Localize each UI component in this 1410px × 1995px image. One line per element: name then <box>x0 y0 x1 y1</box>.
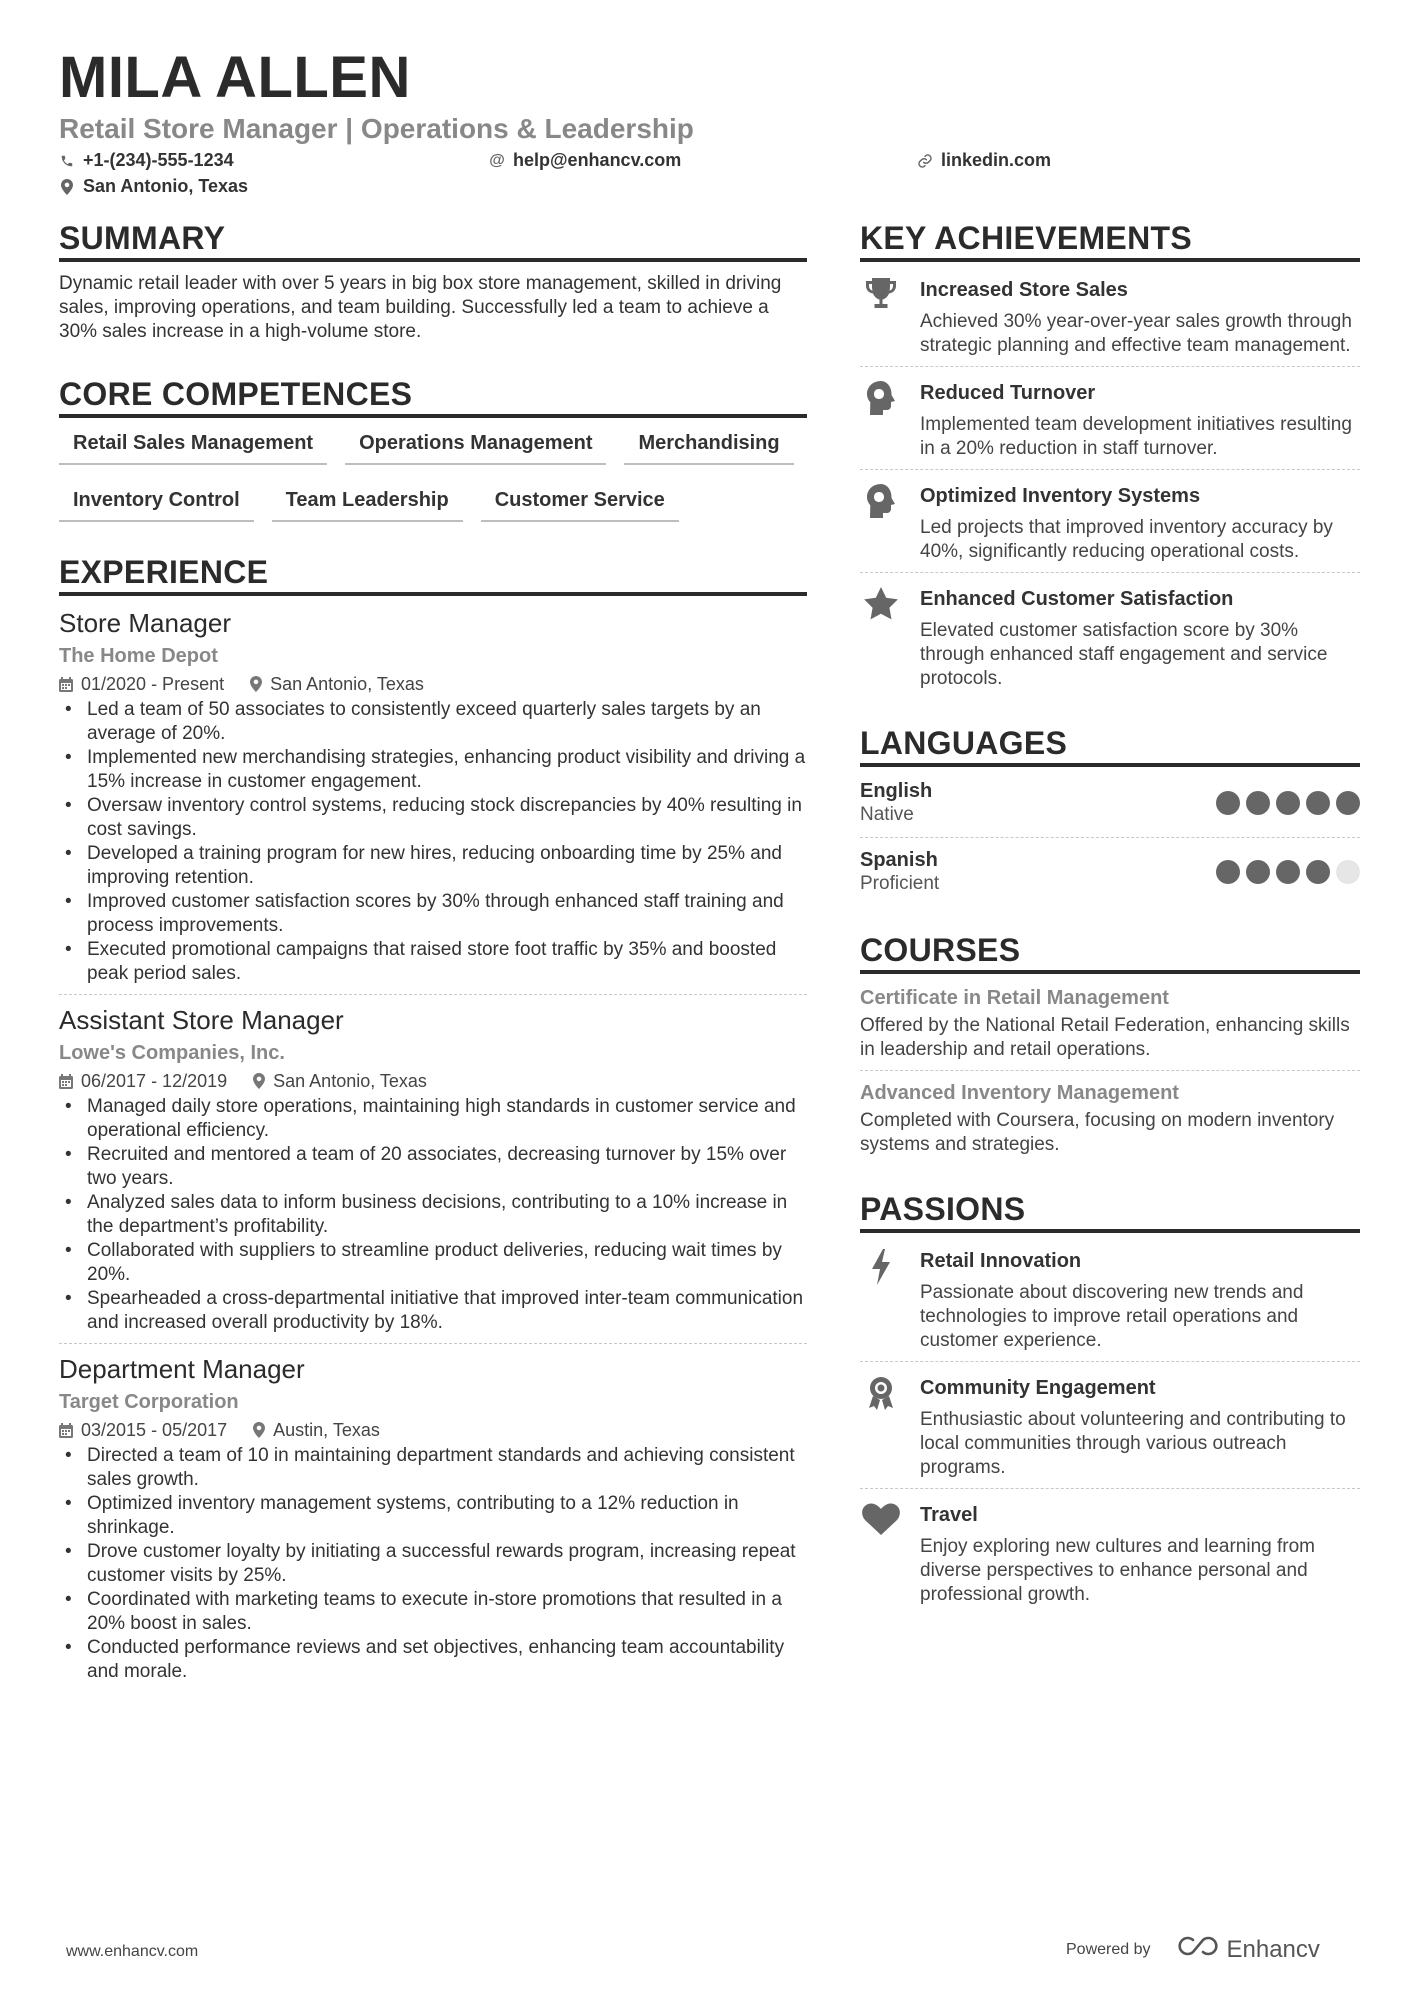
location-pin-icon <box>59 179 75 195</box>
job-title: Department Manager <box>59 1354 305 1384</box>
achievement-item <box>860 478 1360 573</box>
competences-section <box>59 374 807 522</box>
lightning-icon <box>860 1247 902 1353</box>
resume-header <box>59 44 1359 206</box>
course-item <box>860 1079 1360 1165</box>
passion-title: Travel <box>920 1504 978 1526</box>
skills-list <box>59 428 807 522</box>
candidate-name: MILA ALLEN <box>59 45 411 110</box>
location-pin-icon <box>250 676 262 692</box>
contact-email[interactable] <box>489 150 681 171</box>
course-desc: Completed with Coursera, focusing on modern inventory systems and strategies. <box>860 1110 1335 1155</box>
language-name: English <box>860 780 933 802</box>
location-text: San Antonio, Texas <box>83 176 249 196</box>
job-bullet: • Analyzed sales data to inform business decisions, contributing to a 10% increase in the department’s profitability. <box>59 1191 807 1239</box>
achievement-title: Optimized Inventory Systems <box>920 485 1201 507</box>
link-icon <box>917 153 933 169</box>
skill-tag: Operations Management <box>345 428 606 465</box>
rating-dot-filled <box>1276 860 1300 884</box>
location-pin-icon <box>253 1422 265 1438</box>
achievement-body <box>920 276 1360 358</box>
achievements-title: KEY ACHIEVEMENTS <box>860 218 1360 262</box>
languages-section <box>860 723 1360 906</box>
heart-icon <box>860 1501 902 1607</box>
rating-dot-filled <box>1216 791 1240 815</box>
language-name: Spanish <box>860 849 938 871</box>
job-location-text: San Antonio, Texas <box>270 674 424 694</box>
course-item <box>860 984 1360 1071</box>
job-dates <box>59 672 224 696</box>
job-entry <box>59 1003 807 1344</box>
job-meta <box>59 1418 807 1442</box>
job-company: Lowe's Companies, Inc. <box>59 1042 285 1064</box>
skill-tag: Retail Sales Management <box>59 428 327 465</box>
achievement-item <box>860 375 1360 470</box>
at-icon: @ <box>489 151 505 169</box>
footer-website[interactable]: www.enhancv.com <box>66 1943 199 1960</box>
job-bullet: • Coordinated with marketing teams to execute in-store promotions that resulted in a 20% boost in sales. <box>59 1588 807 1636</box>
skill-tag: Merchandising <box>624 428 793 465</box>
contact-location <box>59 176 248 197</box>
enhancv-logo[interactable] <box>1173 1934 1320 1965</box>
job-location <box>250 672 424 696</box>
passion-body <box>920 1374 1360 1480</box>
achievement-item <box>860 272 1360 367</box>
job-bullet: • Collaborated with suppliers to streamline product deliveries, reducing wait times by 20%. <box>59 1239 807 1287</box>
passion-item <box>860 1370 1360 1489</box>
passions-section <box>860 1189 1360 1615</box>
job-bullet: • Improved customer satisfaction scores by 30% through enhanced staff training and process improvements. <box>59 890 807 938</box>
enhancv-logo-icon <box>1173 1934 1219 1965</box>
language-info <box>860 848 939 896</box>
calendar-icon <box>59 1074 73 1089</box>
language-level: Proficient <box>860 873 940 894</box>
head-icon <box>860 482 902 564</box>
job-bullet: • Conducted performance reviews and set objectives, enhancing team accountability and morale. <box>59 1636 807 1684</box>
rating-dot-filled <box>1336 791 1360 815</box>
language-level: Native <box>860 804 914 825</box>
summary-section <box>59 218 807 344</box>
language-item <box>860 777 1360 838</box>
job-bullet: • Spearheaded a cross-departmental initiative that improved inter-team communication and increased overall productivity by 18%. <box>59 1287 807 1335</box>
job-title: Store Manager <box>59 608 231 638</box>
achievement-title: Enhanced Customer Satisfaction <box>920 588 1234 610</box>
job-bullet: • Oversaw inventory control systems, reducing stock discrepancies by 40% resulting in cost savings. <box>59 794 807 842</box>
achievement-title: Reduced Turnover <box>920 382 1096 404</box>
job-meta <box>59 672 807 696</box>
achievement-body <box>920 482 1360 564</box>
job-bullets <box>59 698 807 986</box>
rating-dot-filled <box>1306 791 1330 815</box>
skill-tag: Team Leadership <box>272 485 463 522</box>
email-text: help@enhancv.com <box>513 150 682 170</box>
competences-title: CORE COMPETENCES <box>59 374 807 418</box>
achievement-desc: Achieved 30% year-over-year sales growth through strategic planning and effective team management. <box>920 311 1352 356</box>
course-title: Certificate in Retail Management <box>860 987 1169 1009</box>
passion-body <box>920 1247 1360 1353</box>
summary-text: Dynamic retail leader with over 5 years in big box store management, skilled in driving sales, improving operations, and team building. Successfully led a team to achieve a 30% sales increase in a high-volume store. <box>59 273 782 342</box>
passion-desc: Enthusiastic about volunteering and contributing to local communities through various outreach programs. <box>920 1409 1346 1478</box>
phone-icon <box>59 153 75 169</box>
job-meta <box>59 1069 807 1093</box>
job-dates <box>59 1069 227 1093</box>
achievement-item <box>860 581 1360 699</box>
job-bullets <box>59 1444 807 1684</box>
passion-desc: Enjoy exploring new cultures and learning from diverse perspectives to enhance personal and professional growth. <box>920 1536 1315 1605</box>
job-location-text: Austin, Texas <box>273 1420 380 1440</box>
achievement-title: Increased Store Sales <box>920 279 1128 301</box>
job-entry <box>59 1352 807 1692</box>
experience-title: EXPERIENCE <box>59 552 807 596</box>
passion-desc: Passionate about discovering new trends and technologies to improve retail operations and customer experience. <box>920 1282 1304 1351</box>
head-icon <box>860 379 902 461</box>
achievement-body <box>920 379 1360 461</box>
language-rating <box>1216 860 1360 884</box>
job-company: The Home Depot <box>59 645 218 667</box>
calendar-icon <box>59 677 73 692</box>
summary-title: SUMMARY <box>59 218 807 262</box>
job-company: Target Corporation <box>59 1391 239 1413</box>
job-bullets <box>59 1095 807 1335</box>
contact-info <box>59 150 1359 206</box>
courses-title: COURSES <box>860 930 1360 974</box>
languages-title: LANGUAGES <box>860 723 1360 767</box>
contact-phone[interactable] <box>59 150 234 171</box>
rating-dot-filled <box>1306 860 1330 884</box>
phone-text: +1-(234)-555-1234 <box>83 150 234 170</box>
courses-section <box>860 930 1360 1165</box>
rating-dot-filled <box>1216 860 1240 884</box>
job-bullet: • Implemented new merchandising strategies, enhancing product visibility and driving a 15% increase in customer engagement. <box>59 746 807 794</box>
footer-branding <box>1066 1934 1320 1965</box>
achievement-body <box>920 585 1360 691</box>
job-location-text: San Antonio, Texas <box>273 1071 427 1091</box>
contact-linkedin[interactable] <box>917 150 1051 171</box>
trophy-icon <box>860 276 902 358</box>
skill-tag: Customer Service <box>481 485 679 522</box>
left-column <box>59 218 807 1700</box>
job-bullet: • Optimized inventory management systems, contributing to a 12% reduction in shrinkage. <box>59 1492 807 1540</box>
star-icon <box>860 585 902 691</box>
rating-dot-filled <box>1276 791 1300 815</box>
achievement-desc: Implemented team development initiatives resulting in a 20% reduction in staff turnover. <box>920 414 1352 459</box>
award-icon <box>860 1374 902 1480</box>
job-entry <box>59 606 807 995</box>
language-rating <box>1216 791 1360 815</box>
calendar-icon <box>59 1423 73 1438</box>
skill-tag: Inventory Control <box>59 485 254 522</box>
right-column <box>860 218 1360 1623</box>
language-info <box>860 779 932 827</box>
brand-name: Enhancv <box>1226 1935 1320 1963</box>
rating-dot-filled <box>1246 791 1270 815</box>
job-bullet: • Led a team of 50 associates to consistently exceed quarterly sales targets by an average of 20%. <box>59 698 807 746</box>
experience-section <box>59 552 807 1692</box>
job-title: Assistant Store Manager <box>59 1005 344 1035</box>
job-location <box>253 1069 427 1093</box>
rating-dot-empty <box>1336 860 1360 884</box>
candidate-headline: Retail Store Manager | Operations & Leadership <box>59 113 694 144</box>
link-text: linkedin.com <box>941 150 1052 170</box>
achievement-desc: Led projects that improved inventory accuracy by 40%, significantly reducing operational costs. <box>920 517 1333 562</box>
job-bullet: • Developed a training program for new hires, reducing onboarding time by 25% and improving retention. <box>59 842 807 890</box>
passion-item <box>860 1243 1360 1362</box>
job-dates-text: 01/2020 - Present <box>81 674 225 694</box>
passion-title: Retail Innovation <box>920 1250 1082 1272</box>
achievements-section <box>860 218 1360 699</box>
job-dates-text: 03/2015 - 05/2017 <box>81 1420 228 1440</box>
course-title: Advanced Inventory Management <box>860 1082 1179 1104</box>
powered-by-text: Powered by <box>1066 1940 1151 1958</box>
job-bullet: • Drove customer loyalty by initiating a successful rewards program, increasing repeat customer visits by 25%. <box>59 1540 807 1588</box>
job-dates-text: 06/2017 - 12/2019 <box>81 1071 228 1091</box>
passion-item <box>860 1497 1360 1615</box>
job-bullet: • Managed daily store operations, maintaining high standards in customer service and operational efficiency. <box>59 1095 807 1143</box>
achievement-desc: Elevated customer satisfaction score by 30% through enhanced staff engagement and service protocols. <box>920 620 1328 689</box>
passion-body <box>920 1501 1360 1607</box>
passions-title: PASSIONS <box>860 1189 1360 1233</box>
location-pin-icon <box>253 1073 265 1089</box>
course-desc: Offered by the National Retail Federation, enhancing skills in leadership and retail operations. <box>860 1015 1350 1060</box>
rating-dot-filled <box>1246 860 1270 884</box>
job-bullet: • Executed promotional campaigns that raised store foot traffic by 35% and boosted peak period sales. <box>59 938 807 986</box>
job-bullet: • Directed a team of 10 in maintaining department standards and achieving consistent sales growth. <box>59 1444 807 1492</box>
language-item <box>860 846 1360 906</box>
job-bullet: • Recruited and mentored a team of 20 associates, decreasing turnover by 15% over two years. <box>59 1143 807 1191</box>
job-dates <box>59 1418 227 1442</box>
passion-title: Community Engagement <box>920 1377 1156 1399</box>
job-location <box>253 1418 380 1442</box>
